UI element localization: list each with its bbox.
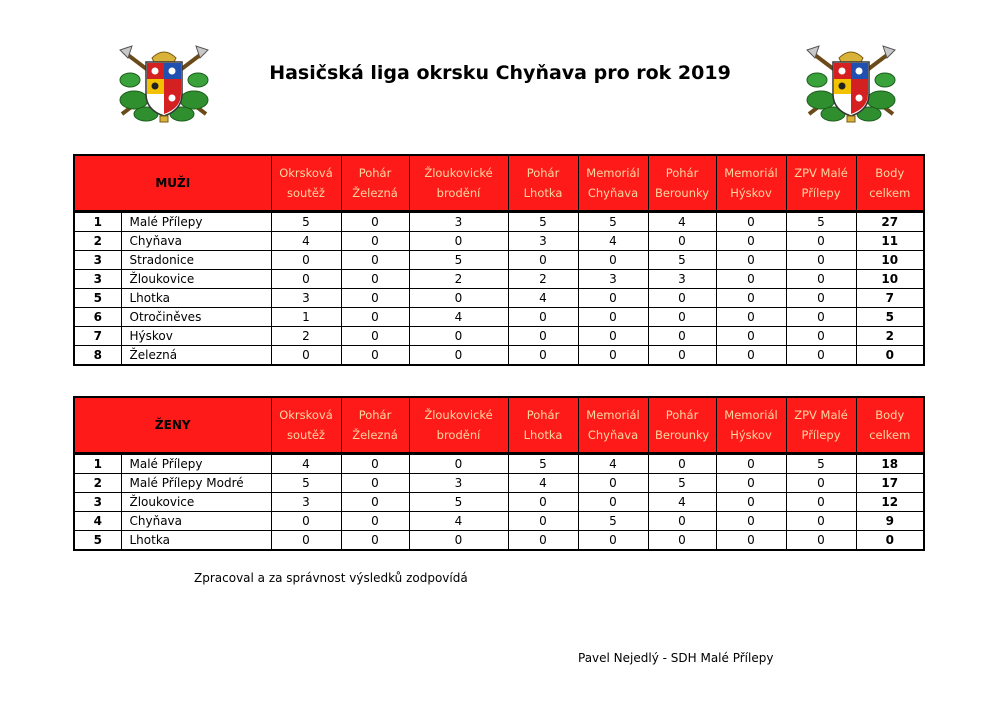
score-cell: 4 [508, 473, 578, 492]
column-header: Memoriál Hýskov [716, 397, 786, 453]
score-cell: 0 [786, 250, 856, 269]
score-cell: 0 [648, 345, 716, 365]
total-points-cell: 5 [856, 307, 924, 326]
table-row [74, 250, 924, 269]
score-cell: 0 [786, 269, 856, 288]
fire-brigade-emblem-icon [803, 44, 899, 124]
total-points-cell: 0 [856, 530, 924, 550]
score-cell: 3 [409, 211, 508, 231]
score-cell: 0 [648, 511, 716, 530]
score-cell: 0 [786, 231, 856, 250]
score-cell: 0 [341, 326, 409, 345]
rank-cell: 5 [74, 530, 121, 550]
score-cell: 0 [578, 345, 648, 365]
score-cell: 0 [341, 307, 409, 326]
rank-cell: 3 [74, 269, 121, 288]
team-name-cell: Žloukovice [121, 492, 271, 511]
score-cell: 0 [716, 473, 786, 492]
score-cell: 0 [716, 345, 786, 365]
score-cell: 1 [271, 307, 341, 326]
score-cell: 5 [786, 453, 856, 473]
score-cell: 4 [578, 231, 648, 250]
table-row [74, 492, 924, 511]
score-cell: 0 [716, 530, 786, 550]
score-cell: 5 [578, 211, 648, 231]
total-points-cell: 7 [856, 288, 924, 307]
score-cell: 0 [341, 530, 409, 550]
score-cell: 4 [271, 453, 341, 473]
score-cell: 0 [508, 250, 578, 269]
score-cell: 0 [716, 326, 786, 345]
total-points-cell: 10 [856, 269, 924, 288]
score-cell: 5 [648, 473, 716, 492]
score-cell: 3 [409, 473, 508, 492]
table-row [74, 307, 924, 326]
rank-cell: 1 [74, 211, 121, 231]
score-cell: 2 [508, 269, 578, 288]
score-cell: 0 [271, 345, 341, 365]
score-cell: 0 [341, 288, 409, 307]
score-cell: 3 [648, 269, 716, 288]
column-header: Pohár Berounky [648, 397, 716, 453]
page-title: Hasičská liga okrsku Chyňava pro rok 2019 [269, 62, 731, 84]
total-points-cell: 0 [856, 345, 924, 365]
score-cell: 0 [578, 492, 648, 511]
men-results-table [73, 154, 925, 366]
rank-cell: 5 [74, 288, 121, 307]
score-cell: 0 [716, 511, 786, 530]
score-cell: 0 [508, 492, 578, 511]
column-header: Pohár Lhotka [508, 397, 578, 453]
rank-cell: 2 [74, 473, 121, 492]
score-cell: 0 [648, 307, 716, 326]
score-cell: 0 [648, 231, 716, 250]
table-row [74, 231, 924, 250]
score-cell: 0 [341, 492, 409, 511]
score-cell: 0 [716, 269, 786, 288]
score-cell: 0 [578, 307, 648, 326]
rank-cell: 8 [74, 345, 121, 365]
score-cell: 5 [508, 211, 578, 231]
table-row [74, 345, 924, 365]
column-header: Body celkem [856, 397, 924, 453]
score-cell: 0 [341, 473, 409, 492]
score-cell: 0 [341, 250, 409, 269]
score-cell: 0 [409, 231, 508, 250]
score-cell: 0 [648, 326, 716, 345]
score-cell: 3 [508, 231, 578, 250]
table-row [74, 288, 924, 307]
score-cell: 0 [716, 231, 786, 250]
score-cell: 0 [409, 345, 508, 365]
column-header: Memoriál Chyňava [578, 155, 648, 211]
rank-cell: 4 [74, 511, 121, 530]
total-points-cell: 18 [856, 453, 924, 473]
score-cell: 4 [271, 231, 341, 250]
score-cell: 0 [578, 530, 648, 550]
total-points-cell: 9 [856, 511, 924, 530]
score-cell: 0 [271, 269, 341, 288]
score-cell: 0 [508, 530, 578, 550]
column-header: Memoriál Hýskov [716, 155, 786, 211]
score-cell: 0 [508, 307, 578, 326]
column-header: Pohár Železná [341, 397, 409, 453]
column-header: Pohár Železná [341, 155, 409, 211]
score-cell: 0 [648, 453, 716, 473]
score-cell: 5 [508, 453, 578, 473]
score-cell: 0 [648, 530, 716, 550]
team-name-cell: Hýskov [121, 326, 271, 345]
column-header: Body celkem [856, 155, 924, 211]
score-cell: 0 [578, 288, 648, 307]
score-cell: 0 [271, 530, 341, 550]
score-cell: 0 [341, 269, 409, 288]
team-name-cell: Železná [121, 345, 271, 365]
rank-cell: 2 [74, 231, 121, 250]
rank-cell: 3 [74, 492, 121, 511]
score-cell: 3 [271, 492, 341, 511]
table-row [74, 473, 924, 492]
total-points-cell: 12 [856, 492, 924, 511]
score-cell: 0 [508, 345, 578, 365]
score-cell: 0 [786, 473, 856, 492]
column-header: Memoriál Chyňava [578, 397, 648, 453]
score-cell: 0 [786, 307, 856, 326]
total-points-cell: 11 [856, 231, 924, 250]
score-cell: 0 [578, 473, 648, 492]
table-row [74, 269, 924, 288]
score-cell: 5 [409, 250, 508, 269]
score-cell: 2 [409, 269, 508, 288]
score-cell: 0 [409, 453, 508, 473]
score-cell: 0 [716, 250, 786, 269]
team-name-cell: Lhotka [121, 530, 271, 550]
score-cell: 3 [578, 269, 648, 288]
column-header: Okrsková soutěž [271, 155, 341, 211]
score-cell: 0 [648, 288, 716, 307]
score-cell: 0 [271, 250, 341, 269]
score-cell: 0 [409, 530, 508, 550]
rank-cell: 1 [74, 453, 121, 473]
score-cell: 0 [716, 307, 786, 326]
score-cell: 5 [786, 211, 856, 231]
score-cell: 0 [716, 453, 786, 473]
team-name-cell: Malé Přílepy [121, 211, 271, 231]
table-row [74, 453, 924, 473]
score-cell: 0 [786, 326, 856, 345]
team-name-cell: Lhotka [121, 288, 271, 307]
score-cell: 4 [508, 288, 578, 307]
score-cell: 0 [786, 530, 856, 550]
team-name-cell: Otročiněves [121, 307, 271, 326]
score-cell: 0 [508, 326, 578, 345]
score-cell: 0 [341, 231, 409, 250]
score-cell: 0 [341, 453, 409, 473]
team-name-cell: Malé Přílepy [121, 453, 271, 473]
score-cell: 4 [578, 453, 648, 473]
score-cell: 0 [786, 345, 856, 365]
column-header: Pohár Berounky [648, 155, 716, 211]
women-results-table [73, 396, 925, 551]
score-cell: 0 [716, 492, 786, 511]
footer-note: Zpracoval a za správnost výsledků zodpovídá [194, 571, 468, 585]
score-cell: 0 [716, 288, 786, 307]
total-points-cell: 27 [856, 211, 924, 231]
score-cell: 4 [409, 511, 508, 530]
score-cell: 0 [578, 250, 648, 269]
column-header: ZPV Malé Přílepy [786, 397, 856, 453]
score-cell: 0 [271, 511, 341, 530]
table-row [74, 530, 924, 550]
score-cell: 0 [341, 211, 409, 231]
score-cell: 0 [786, 288, 856, 307]
team-name-cell: Chyňava [121, 231, 271, 250]
team-name-cell: Malé Přílepy Modré [121, 473, 271, 492]
column-header: Žloukovické brodění [409, 155, 508, 211]
column-header: Žloukovické brodění [409, 397, 508, 453]
score-cell: 0 [786, 511, 856, 530]
column-header: Okrsková soutěž [271, 397, 341, 453]
table-row [74, 511, 924, 530]
total-points-cell: 2 [856, 326, 924, 345]
score-cell: 5 [578, 511, 648, 530]
rank-cell: 3 [74, 250, 121, 269]
table-header-row [74, 155, 924, 211]
score-cell: 0 [508, 511, 578, 530]
column-header: ZPV Malé Přílepy [786, 155, 856, 211]
score-cell: 0 [409, 326, 508, 345]
table-header-row [74, 397, 924, 453]
score-cell: 0 [341, 511, 409, 530]
table-row [74, 211, 924, 231]
total-points-cell: 10 [856, 250, 924, 269]
category-label: ŽENY [74, 397, 271, 453]
score-cell: 0 [578, 326, 648, 345]
rank-cell: 6 [74, 307, 121, 326]
signature: Pavel Nejedlý - SDH Malé Přílepy [578, 651, 774, 665]
score-cell: 5 [271, 473, 341, 492]
score-cell: 2 [271, 326, 341, 345]
score-cell: 5 [648, 250, 716, 269]
score-cell: 0 [786, 492, 856, 511]
score-cell: 4 [409, 307, 508, 326]
table-row [74, 326, 924, 345]
rank-cell: 7 [74, 326, 121, 345]
score-cell: 0 [341, 345, 409, 365]
score-cell: 4 [648, 211, 716, 231]
fire-brigade-emblem-icon [116, 44, 212, 124]
score-cell: 0 [716, 211, 786, 231]
team-name-cell: Stradonice [121, 250, 271, 269]
score-cell: 3 [271, 288, 341, 307]
score-cell: 0 [409, 288, 508, 307]
score-cell: 4 [648, 492, 716, 511]
team-name-cell: Žloukovice [121, 269, 271, 288]
team-name-cell: Chyňava [121, 511, 271, 530]
score-cell: 5 [271, 211, 341, 231]
score-cell: 5 [409, 492, 508, 511]
total-points-cell: 17 [856, 473, 924, 492]
category-label: MUŽI [74, 155, 271, 211]
column-header: Pohár Lhotka [508, 155, 578, 211]
